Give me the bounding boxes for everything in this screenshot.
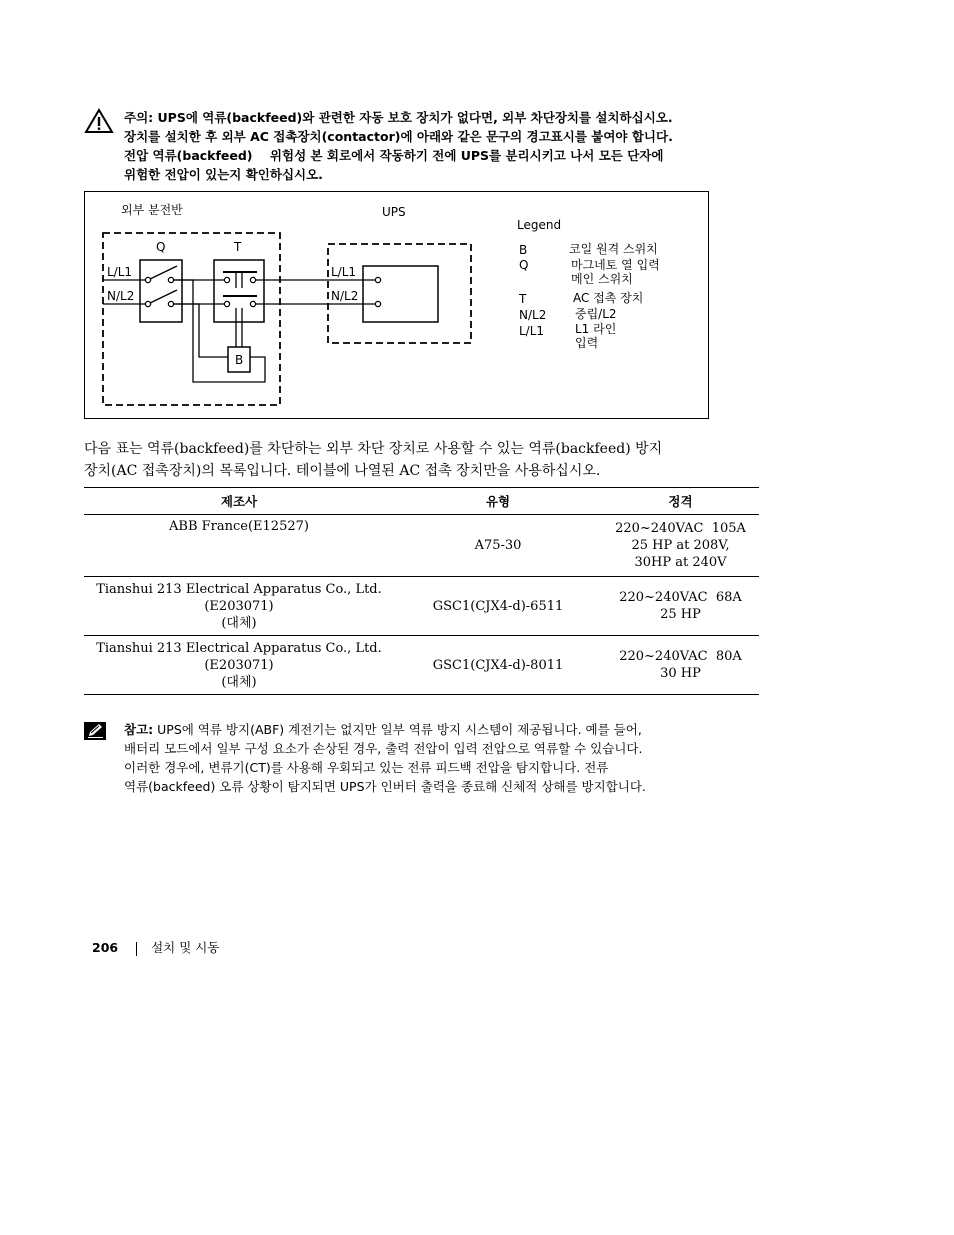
ups-unit [363, 266, 438, 322]
rating-line: 220~240VAC 105A [615, 521, 746, 536]
header-type: 유형 [394, 488, 602, 515]
panel-title: 외부 분전반 [121, 203, 183, 217]
legend-key: N/L2 [519, 308, 547, 322]
note-line: 배터리 모드에서 일부 구성 요소가 손상된 경우, 출력 전압이 입력 전압으로 역류할 수 있습니다. [124, 741, 643, 756]
wiring-diagram-svg [85, 192, 710, 420]
label-q: Q [156, 240, 166, 254]
maker-line: (E203071) [204, 657, 274, 673]
intro-line: 장치(AC 접촉장치)의 목록입니다. 테이블에 나열된 AC 접촉 장치만을 사용하십시오. [84, 463, 601, 479]
ups-l1-label: L/L1 [331, 265, 357, 279]
contactor-t [214, 260, 264, 322]
cell-type: A75-30 [394, 515, 602, 577]
wiring-diagram [84, 191, 709, 419]
rating-line: 25 HP [660, 607, 701, 622]
rating-line: 220~240VAC 68A [619, 590, 742, 605]
legend-descriptions [569, 241, 660, 350]
legend-key: L/L1 [519, 324, 545, 338]
legend-desc: 코일 원격 스위치 [569, 242, 658, 256]
maker-line: (대체) [221, 615, 257, 631]
footer-section: 설치 및 시동 [151, 940, 220, 955]
note-line: 이러한 경우에, 변류기(CT)를 사용해 우회되고 있는 전류 피드백 전압을 탐지합니다. 전류 [124, 760, 609, 775]
label-b: B [235, 353, 244, 367]
rating-line: 30 HP [660, 666, 701, 681]
table-row [84, 577, 759, 636]
rating-line: 25 HP at 208V, [631, 538, 730, 553]
legend-key: T [519, 292, 527, 306]
table-row [84, 515, 759, 577]
header-maker: 제조사 [84, 488, 394, 515]
caution-line: 위험한 전압이 있는지 확인하십시오. [124, 167, 323, 182]
legend-desc: 메인 스위치 [571, 272, 633, 286]
note-label: 참고: [124, 722, 154, 737]
contactor-table [84, 487, 759, 695]
external-panel-box [103, 233, 280, 405]
left-n2-label: N/L2 [107, 289, 135, 303]
note-text [124, 720, 764, 796]
ups-n2-label: N/L2 [331, 289, 359, 303]
footer-divider [136, 942, 137, 956]
note-line: 역류(backfeed) 오류 상황이 탐지되면 UPS가 인버터 출력을 종료해 신체적 상해를 방지합니다. [124, 779, 646, 794]
table-header-row [84, 488, 759, 515]
warning-triangle-icon [84, 108, 114, 134]
cell-type: GSC1(CJX4-d)-8011 [394, 636, 602, 695]
legend-desc: 입력 [575, 336, 599, 350]
legend-desc: AC 접촉 장치 [573, 291, 644, 305]
legend-key: Q [519, 258, 529, 272]
caution-label: 주의: [124, 110, 154, 125]
caution-line: 장치를 설치한 후 외부 AC 접촉장치(contactor)에 아래와 같은 문구의 경고표시를 붙여야 합니다. [124, 129, 673, 144]
legend-keys [518, 243, 546, 338]
intro-line: 다음 표는 역류(backfeed)를 차단하는 외부 차단 장치로 사용할 수 있는 역류(backfeed) 방지 [84, 441, 663, 457]
cell-maker [84, 577, 394, 636]
caution-text [124, 108, 764, 184]
maker-line: (대체) [221, 674, 257, 690]
page-footer [92, 938, 219, 956]
rating-line: 30HP at 240V [634, 555, 727, 570]
maker-line: (E203071) [204, 598, 274, 614]
caution-line: 전압 역류(backfeed) 위험성 본 회로에서 작동하기 전에 UPS를 분리시키고 나서 모든 단자에 [124, 148, 664, 163]
maker-line: Tianshui 213 Electrical Apparatus Co., Ltd. [96, 640, 382, 656]
cell-type: GSC1(CJX4-d)-6511 [394, 577, 602, 636]
cell-rating [602, 515, 759, 577]
legend-desc: 마그네토 열 입력 [571, 258, 660, 272]
table-row [84, 636, 759, 695]
legend-key: B [519, 243, 528, 257]
caution-line: UPS에 역류(backfeed)와 관련한 자동 보호 장치가 없다면, 외부 차단장치를 설치하십시오. [153, 110, 673, 125]
legend-title: Legend [517, 218, 562, 232]
note-line: UPS에 역류 방지(ABF) 계전기는 없지만 일부 역류 방지 시스템이 제공됩니다. 예를 들어, [153, 722, 642, 737]
label-t: T [234, 240, 242, 254]
left-l1-label: L/L1 [107, 265, 133, 279]
cell-rating [602, 636, 759, 695]
cell-maker [84, 636, 394, 695]
maker-line: ABB France(E12527) [169, 519, 309, 534]
rating-line: 220~240VAC 80A [619, 649, 742, 664]
maker-line: Tianshui 213 Electrical Apparatus Co., Ltd. [96, 581, 382, 597]
ups-title: UPS [382, 205, 406, 219]
header-rating: 정격 [602, 488, 759, 515]
cell-rating [602, 577, 759, 636]
page-number: 206 [92, 940, 119, 955]
pencil-note-icon [84, 722, 106, 740]
intro-paragraph [84, 438, 764, 482]
legend-desc: L1 라인 [575, 322, 617, 336]
cell-maker [84, 515, 394, 577]
legend-desc: 중립/L2 [575, 307, 617, 321]
